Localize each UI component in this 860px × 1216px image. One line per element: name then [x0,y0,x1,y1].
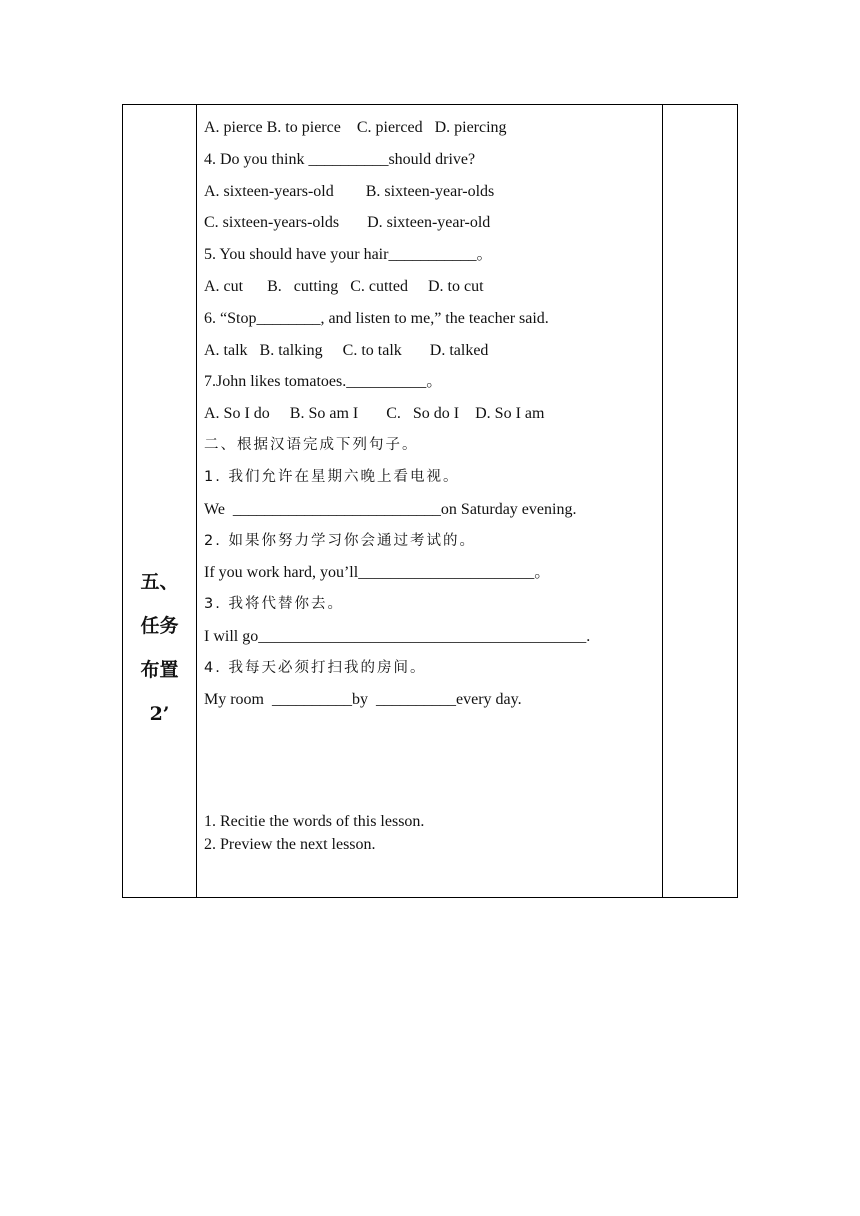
question-text: 7.John likes tomatoes.__________。 [204,373,443,390]
translation-sentence: We __________________________on Saturday evening. [204,501,577,518]
assignment-table [122,104,738,898]
translation-sentence: I will go_________________________________________. [204,628,591,645]
question-options: A. sixteen-years-old B. sixteen-year-olds [204,183,495,200]
question-text: 5. You should have your hair___________。 [204,246,493,263]
question-options: A. pierce B. to pierce C. pierced D. piercing [204,119,507,136]
question-options: A. cut B. cutting C. cutted D. to cut [204,278,484,295]
translation-sentence: My room __________by __________every day. [204,691,522,708]
question-options: A. So I do B. So am I C. So do I D. So I am [204,405,545,422]
section-label-line: 2’ [149,703,170,725]
translation-prompt: 3. 我将代替你去。 [204,596,344,612]
question-text: 4. Do you think __________should drive? [204,151,476,168]
column-divider-right [662,105,663,897]
section-label [123,560,196,736]
column-divider-left [196,105,197,897]
translation-sentence: If you work hard, you’ll______________________。 [204,564,551,581]
question-options: C. sixteen-years-olds D. sixteen-year-old [204,214,491,231]
section-label-line: 五、 [140,571,179,593]
homework-item: 2. Preview the next lesson. [204,836,376,853]
question-options: A. talk B. talking C. to talk D. talked [204,342,489,359]
section-label-line: 任务 [140,615,179,637]
homework-item: 1. Recitie the words of this lesson. [204,813,425,830]
question-text: 6. “Stop________, and listen to me,” the teacher said. [204,310,549,327]
translation-prompt: 4. 我每天必须打扫我的房间。 [204,660,427,676]
section-label-line: 布置 [140,659,179,681]
translation-prompt: 2. 如果你努力学习你会通过考试的。 [204,533,476,549]
translation-prompt: 1. 我们允许在星期六晚上看电视。 [204,469,460,485]
section-heading: 二、根据汉语完成下列句子。 [204,437,419,453]
